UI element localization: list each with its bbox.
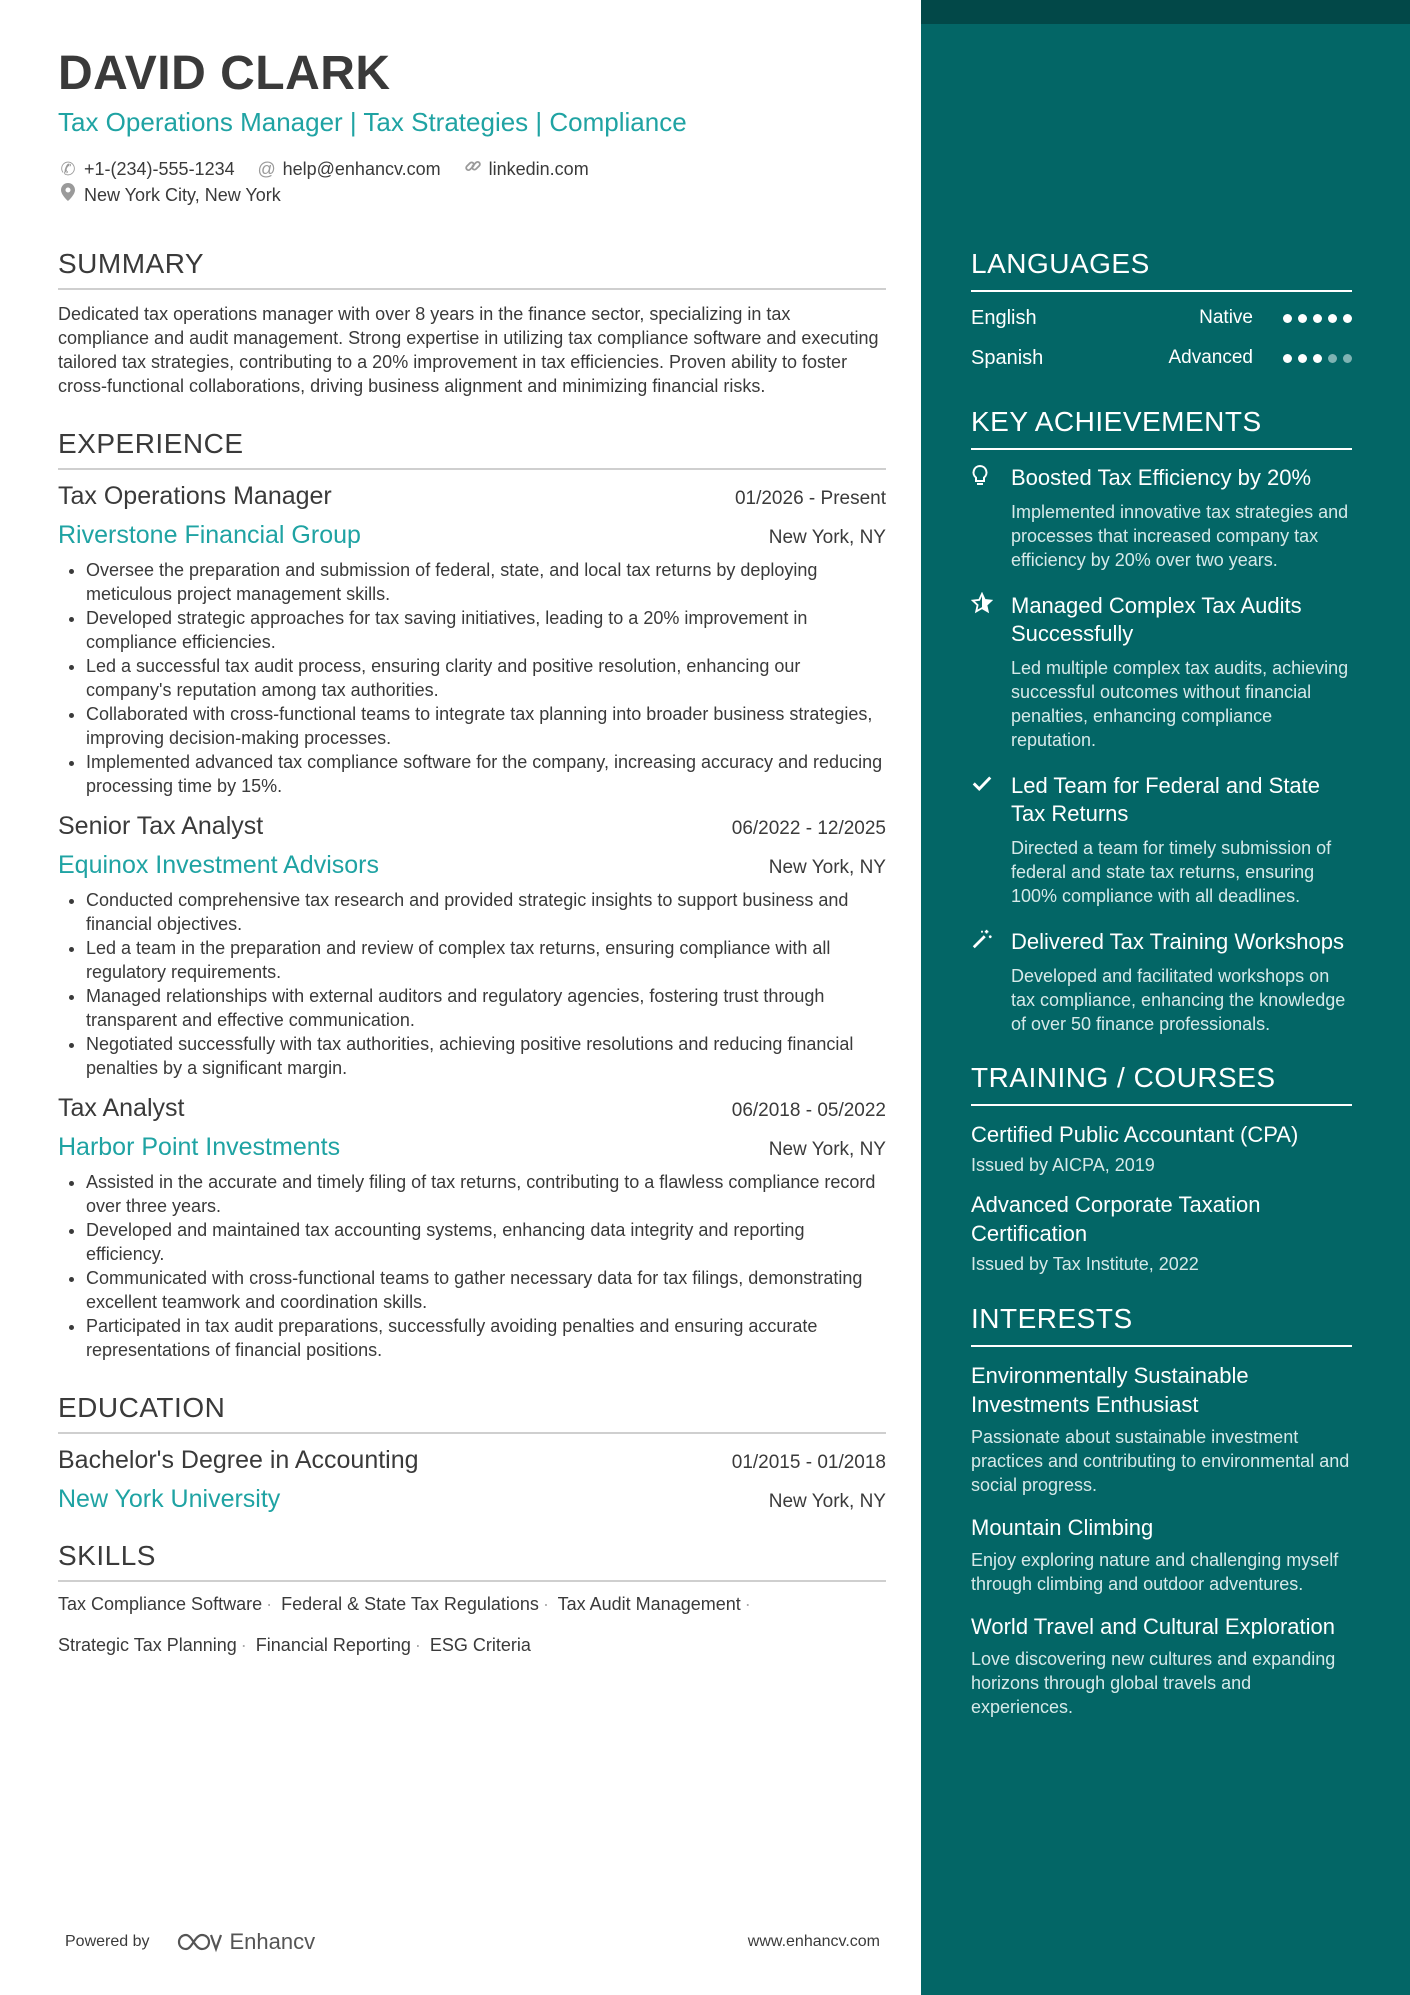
location-text: New York City, New York [84,185,281,205]
language-name: English [971,306,1037,329]
email-contact[interactable] [257,156,441,182]
course-title: Certified Public Accountant (CPA) [971,1122,1299,1147]
education-dates: 01/2015 - 01/2018 [731,1452,886,1473]
job-bullet: • Assisted in the accurate and timely filing of tax returns, contributing to a flawless compliance record over three years. [86,1170,886,1218]
education-school: New York University [58,1485,281,1513]
rating-dot-filled [1283,314,1292,323]
achievement-item [971,592,1352,752]
website-link[interactable]: www.enhancv.com [747,1933,880,1950]
main-column [58,44,886,1666]
experience-title: EXPERIENCE [58,428,886,470]
job-company: Harbor Point Investments [58,1133,341,1161]
sidebar [921,0,1410,1995]
star-icon [971,592,1011,752]
job-bullets [58,1170,886,1362]
education-location: New York, NY [768,1491,886,1512]
powered-by-label: Powered by [65,1933,150,1950]
lightbulb-icon [971,464,1011,572]
linkedin-contact[interactable] [463,156,589,182]
location-pin-icon [58,182,78,208]
languages-title: LANGUAGES [971,248,1352,292]
summary-title: SUMMARY [58,248,886,290]
rating-dot-filled [1298,354,1307,363]
skills-list: Tax Compliance Software · Federal & State Tax Regulations · Tax Audit Management · Strategic Tax Planning · Financial Reporting · ESG Criteria [58,1594,751,1655]
language-level: Native [1199,307,1253,328]
achievement-item [971,464,1352,572]
interest-desc: Enjoy exploring nature and challenging myself through climbing and outdoor adventures. [971,1550,1339,1594]
job-dates: 06/2022 - 12/2025 [731,818,886,839]
achievement-desc: Directed a team for timely submission of federal and state tax returns, ensuring 100% compliance with all deadlines. [1011,838,1332,906]
job-bullet: • Led a team in the preparation and review of complex tax returns, ensuring compliance with all regulatory requirements. [86,936,886,984]
achievement-title: Led Team for Federal and State Tax Returns [1011,773,1321,826]
job-role: Senior Tax Analyst [58,812,264,840]
contact-info [58,156,886,208]
job-entry [58,1094,886,1362]
interest-desc: Love discovering new cultures and expanding horizons through global travels and experiences. [971,1649,1336,1717]
experience-section [58,428,886,1362]
achievement-title: Boosted Tax Efficiency by 20% [1011,465,1312,490]
achievement-desc: Led multiple complex tax audits, achieving successful outcomes without financial penalties, enhancing compliance reputation. [1011,658,1349,750]
location-contact [58,182,281,208]
at-icon: @ [257,159,276,179]
email-text[interactable]: help@enhancv.com [282,159,441,179]
rating-dot-filled [1313,314,1322,323]
job-dates: 06/2018 - 05/2022 [731,1100,886,1121]
interests-section [971,1303,1352,1719]
job-bullet: • Collaborated with cross-functional teams to integrate tax planning into broader business strategies, improving decision-making processes. [86,702,886,750]
enhancv-logo[interactable] [176,1929,316,1955]
sidebar-top-bar [921,0,1410,24]
job-location: New York, NY [768,527,886,548]
phone-icon: ✆ [60,159,76,179]
summary-section [58,248,886,398]
rating-dot-empty [1328,354,1337,363]
education-degree: Bachelor's Degree in Accounting [58,1446,419,1474]
interest-desc: Passionate about sustainable investment practices and contributing to environmental and social progress. [971,1427,1350,1495]
summary-text: Dedicated tax operations manager with over 8 years in the finance sector, specializing in tax compliance and audit management. Strong expertise in utilizing tax compliance software and executing tailored tax strategies, contributing to a 20% improvement in tax efficiencies. Proven ability to foster cross-functional collaborations, driving business alignment and minimizing financial risks. [58,304,879,396]
interest-item [971,1361,1352,1497]
enhancv-brand-text: Enhancv [229,1929,316,1954]
job-company: Riverstone Financial Group [58,521,361,549]
linkedin-text[interactable]: linkedin.com [488,159,589,179]
job-bullet: • Participated in tax audit preparations, successfully avoiding penalties and ensuring accurate representations of financial positions. [86,1314,886,1362]
job-entry [58,482,886,798]
language-name: Spanish [971,346,1044,369]
skill-item: ESG Criteria [429,1635,531,1655]
enhancv-logo-icon [176,1931,222,1953]
education-section [58,1392,886,1514]
job-bullet: • Developed strategic approaches for tax saving initiatives, leading to a 20% improvement in compliance efficiencies. [86,606,886,654]
check-icon [971,772,1011,908]
language-level: Advanced [1168,347,1253,368]
language-rating [1283,314,1352,323]
job-bullets [58,888,886,1080]
achievements-section [971,406,1352,1036]
skill-item: Strategic Tax Planning [58,1635,237,1655]
phone-text: +1-(234)-555-1234 [84,159,235,179]
skills-title: SKILLS [58,1540,886,1582]
candidate-name: DAVID CLARK [58,47,391,100]
job-bullet: • Managed relationships with external auditors and regulatory agencies, fostering trust through transparent and effective communication. [86,984,886,1032]
interest-item [971,1513,1352,1596]
job-entry [58,812,886,1080]
phone-contact [58,156,235,182]
rating-dot-empty [1343,354,1352,363]
achievement-title: Managed Complex Tax Audits Successfully [1011,593,1302,646]
link-icon [463,156,483,182]
job-bullet: • Implemented advanced tax compliance software for the company, increasing accuracy and reducing processing time by 15%. [86,750,886,798]
course-issuer: Issued by Tax Institute, 2022 [971,1254,1199,1274]
skill-item: Tax Audit Management [557,1594,741,1614]
skill-item: Federal & State Tax Regulations [281,1594,539,1614]
rating-dot-filled [1328,314,1337,323]
education-title: EDUCATION [58,1392,886,1434]
achievements-title: KEY ACHIEVEMENTS [971,406,1352,450]
job-role: Tax Analyst [58,1094,185,1122]
achievement-item [971,772,1352,908]
course-issuer: Issued by AICPA, 2019 [971,1155,1155,1175]
course-item [971,1190,1352,1275]
achievement-desc: Developed and facilitated workshops on tax compliance, enhancing the knowledge of over 50 finance professionals. [1011,966,1346,1034]
job-bullet: • Negotiated successfully with tax authorities, achieving positive resolutions and reducing financial penalties by a significant margin. [86,1032,886,1080]
languages-section [971,248,1352,378]
magic-wand-icon [971,928,1011,1036]
interest-title: Environmentally Sustainable Investments Enthusiast [971,1363,1249,1417]
achievement-item [971,928,1352,1036]
job-role: Tax Operations Manager [58,482,332,510]
job-bullet: • Oversee the preparation and submission of federal, state, and local tax returns by deploying meticulous project management skills. [86,558,886,606]
skills-section [58,1540,886,1666]
job-bullet: • Developed and maintained tax accounting systems, enhancing data integrity and reporting efficiency. [86,1218,886,1266]
interests-title: INTERESTS [971,1303,1352,1347]
job-location: New York, NY [768,857,886,878]
language-row [971,298,1352,338]
job-dates: 01/2026 - Present [734,488,886,509]
interest-title: World Travel and Cultural Exploration [971,1614,1335,1639]
job-bullet: • Conducted comprehensive tax research and provided strategic insights to support business and financial objectives. [86,888,886,936]
interest-item [971,1612,1352,1719]
rating-dot-filled [1283,354,1292,363]
job-bullet: • Communicated with cross-functional teams to gather necessary data for tax filings, demonstrating excellent teamwork and coordination skills. [86,1266,886,1314]
rating-dot-filled [1313,354,1322,363]
course-item [971,1120,1352,1176]
skill-item: Financial Reporting [255,1635,411,1655]
course-title: Advanced Corporate Taxation Certification [971,1192,1261,1246]
footer [65,1929,880,1955]
achievement-title: Delivered Tax Training Workshops [1011,929,1345,954]
job-company: Equinox Investment Advisors [58,851,379,879]
rating-dot-filled [1343,314,1352,323]
training-title: TRAINING / COURSES [971,1062,1352,1106]
rating-dot-filled [1298,314,1307,323]
skill-item: Tax Compliance Software [58,1594,263,1614]
achievement-desc: Implemented innovative tax strategies and processes that increased company tax efficiency by 20% over two years. [1011,502,1349,570]
language-rating [1283,354,1352,363]
interest-title: Mountain Climbing [971,1515,1154,1540]
job-bullet: • Led a successful tax audit process, ensuring clarity and positive resolution, enhancing our company's reputation among tax authorities. [86,654,886,702]
training-section [971,1062,1352,1275]
candidate-subtitle: Tax Operations Manager | Tax Strategies | Compliance [58,107,687,137]
job-location: New York, NY [768,1139,886,1160]
language-row [971,338,1352,378]
job-bullets [58,558,886,798]
